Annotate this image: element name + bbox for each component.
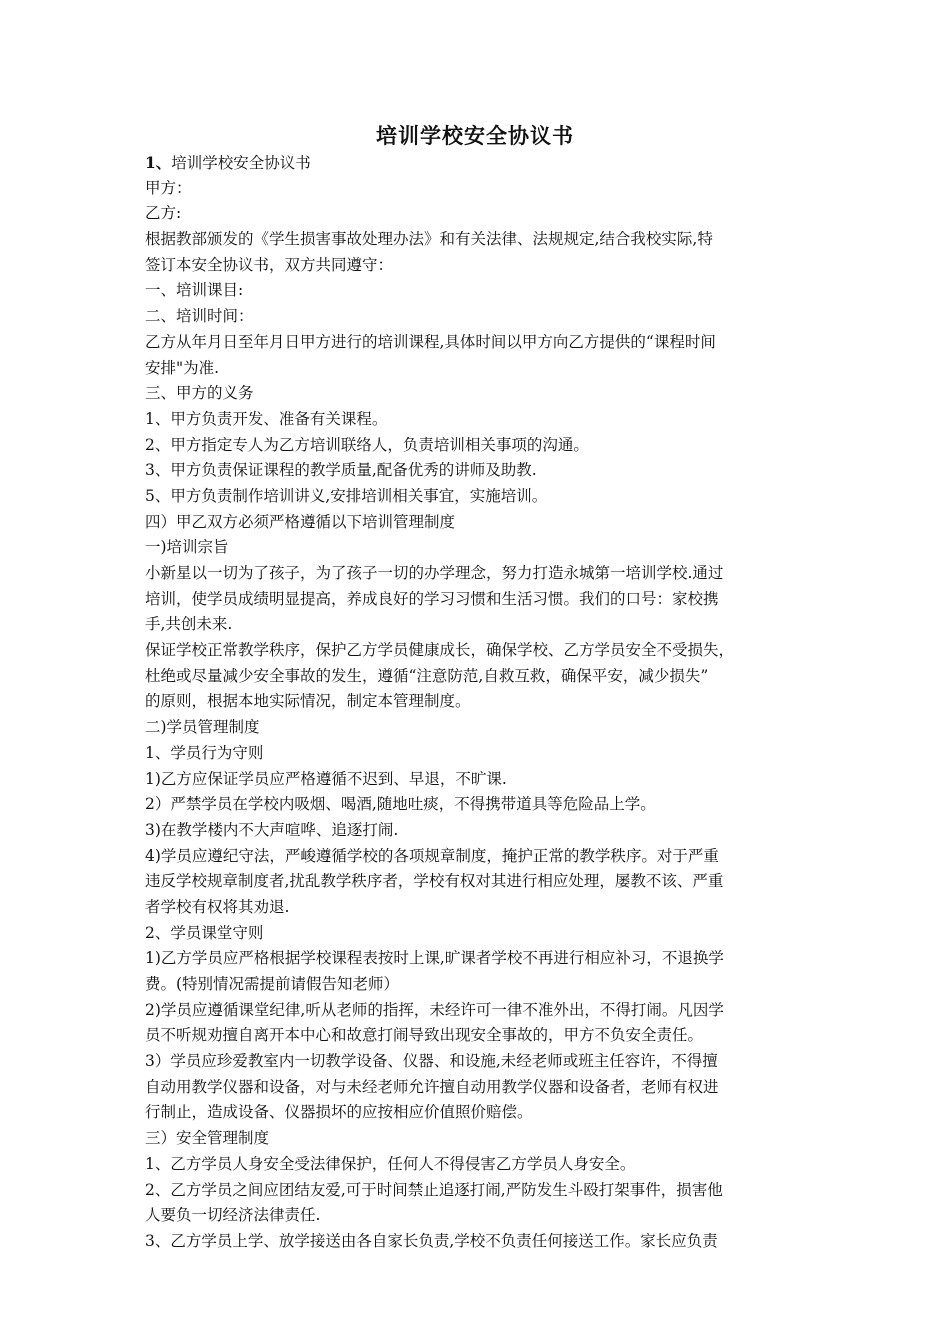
section-heading (145, 150, 810, 176)
paragraph-line: 者学校有权将其劝退. (145, 897, 290, 916)
paragraph-line: 4)学员应遵纪守法，严峻遵循学校的各项规章制度，掩护正常的教学秩序。对于严重 (145, 846, 719, 865)
paragraph-line: 1)乙方学员应严格根据学校课程表按时上课,旷课者学校不再进行相应补习，不退换学 (145, 949, 724, 968)
paragraph-line: 培训，使学员成绩明显提高，养成良好的学习习惯和生活习惯。我们的口号：家校携 (145, 589, 719, 608)
paragraph-line: 手,共创未来. (145, 615, 233, 634)
paragraph-line: 四）甲乙双方必须严格遵循以下培训管理制度 (145, 512, 456, 531)
paragraph-line: 的原则，根据本地实际情况，制定本管理制度。 (145, 692, 471, 711)
paragraph-line: 3、甲方负责保证课程的教学质量,配备优秀的讲师及助教. (145, 461, 537, 480)
paragraph-line: 乙方: (145, 204, 182, 223)
paragraph-line: 自动用教学仪器和设备，对与未经老师允许擅自动用教学仪器和设备者，老师有权进 (145, 1077, 719, 1096)
heading-text: 培训学校安全协议书 (171, 154, 311, 172)
paragraph-line: 2、乙方学员之间应团结友爱,可于时间禁止追逐打闹,严防发生斗殴打架事件，损害他 (145, 1180, 723, 1199)
paragraph-line: 三、甲方的义务 (145, 384, 254, 403)
paragraph-line: 三）安全管理制度 (145, 1129, 270, 1148)
paragraph-line: 杜绝或尽量减少安全事故的发生，遵循“注意防范,自救互救，确保平安，减少损失” (145, 666, 709, 685)
heading-number: 1、 (145, 153, 172, 172)
paragraph-line: 1)乙方应保证学员应严格遵循不迟到、早退，不旷课. (145, 769, 507, 788)
paragraph-line: 小新星以一切为了孩子，为了孩子一切的办学理念，努力打造永城第一培训学校.通过 (145, 564, 724, 582)
paragraph-line: 乙方从年月日至年月日甲方进行的培训课程,具体时间以甲方向乙方提供的“课程时间 (145, 332, 716, 351)
paragraph-line: 2)学员应遵循课堂纪律,听从老师的指挥，未经许可一律不准外出，不得打闹。凡因学 (145, 1000, 724, 1019)
paragraph-line: 二、培训时间： (145, 307, 254, 326)
paragraph-line: 3、乙方学员上学、放学接送由各自家长负责,学校不负责任何接送工作。家长应负责 (145, 1231, 718, 1250)
paragraph-line: 行制止，造成设备、仪器损坏的应按相应价值照价赔偿。 (145, 1103, 533, 1122)
paragraph-line: 3)在教学楼内不大声喧哗、追逐打闹. (145, 820, 399, 839)
paragraph-line: 1、甲方负责开发、准备有关课程。 (145, 409, 388, 428)
document-body (145, 150, 810, 1255)
paragraph-line: 一、培训课目: (145, 281, 244, 300)
paragraph-line: 1、学员行为守则 (145, 743, 264, 762)
paragraph-line: 安排"为准. (145, 358, 220, 377)
paragraph-line: 一)培训宗旨 (145, 538, 229, 557)
paragraph-line: 人要负一切经济法律责任. (145, 1206, 321, 1225)
paragraph-line: 二)学员管理制度 (145, 718, 260, 737)
paragraph-line: 违反学校规章制度者,扰乱教学秩序者，学校有权对其进行相应处理，屡教不该、严重 (145, 872, 724, 891)
paragraph-line: 3）学员应珍爱教室内一切教学设备、仪器、和设施,未经老师或班主任容许，不得擅 (145, 1052, 718, 1071)
paragraph-line: 5、甲方负责制作培训讲义,安排培训相关事宜，实施培训。 (145, 486, 548, 505)
paragraph-line: 甲方： (145, 178, 192, 197)
paragraph-line: 2、甲方指定专人为乙方培训联络人，负责培训相关事项的沟通。 (145, 435, 589, 454)
paragraph-line: 2、学员课堂守则 (145, 923, 264, 942)
paragraph-line: 费。(特别情况需提前请假告知老师） (145, 975, 400, 993)
paragraph-line: 签订本安全协议书，双方共同遵守： (145, 255, 394, 274)
paragraph-line: 根据教部颁发的《学生损害事故处理办法》和有关法律、法规规定,结合我校实际,特 (145, 230, 713, 249)
paragraph-line: 2）严禁学员在学校内吸烟、喝酒,随地吐痰，不得携带道具等危险品上学。 (145, 795, 656, 814)
paragraph-line: 员不听规劝擅自离开本中心和故意打闹导致出现安全事故的，甲方不负安全责任。 (145, 1026, 704, 1045)
paragraph-line: 1、乙方学员人身安全受法律保护，任何人不得侵害乙方学员人身安全。 (145, 1154, 636, 1173)
document-title: 培训学校安全协议书 (376, 124, 574, 148)
paragraph-line: 保证学校正常教学秩序，保护乙方学员健康成长，确保学校、乙方学员安全不受损失， (145, 641, 735, 660)
